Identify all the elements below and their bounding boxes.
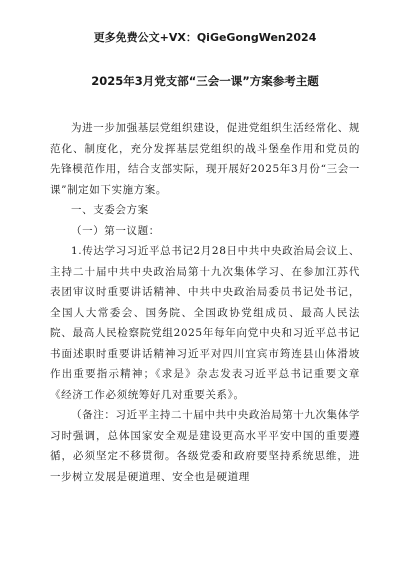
item-paragraph: 1.传达学习习近平总书记2月28日中共中央政治局会议上、主持二十届中共中央政治局第十九次集体学习、在参加江苏代表团审议时重要讲话精神、中共中央政治局委员书记处书记，全国人大常委会、国务院、全国政协党组成员、最高人民法院、最高人民检察院党组2025年每年向党中央和习近平总书记书面述职时重要讲话精神习近平对四川宜宾市筠连县山体滑坡作出重要指示精神；《求是》杂志发表习近平总书记重要文章《经济工作必须统筹好几对重要关系》。 (50, 245, 360, 401)
intro-paragraph: 为进一步加强基层党组织建设，促进党组织生活经常化、规范化、制度化，充分发挥基层党组织的战斗堡垒作用和党员的先锋模范作用，结合支部实际，现开展好2025年3月份“三会一课”制定如下实施方案。 (50, 122, 360, 196)
document-body (50, 118, 360, 487)
note-paragraph: （备注：习近平主持二十届中共中央政治局第十九次集体学习时强调，总体国家安全观是建设更高水平平安中国的重要遵循，必须坚定不移贯彻。各级党委和政府要坚持系统思维，进一步树立发展是硬道理、安全也是硬道理 (50, 409, 360, 483)
subsection-heading: （一）第一议题： (71, 224, 160, 237)
promo-header: 更多免费公文+VX：QiGeGongWen2024 (93, 31, 317, 44)
section-heading: 一、支委会方案 (71, 204, 149, 216)
document-title: 2025年3月党支部“三会一课”方案参考主题 (91, 74, 319, 88)
